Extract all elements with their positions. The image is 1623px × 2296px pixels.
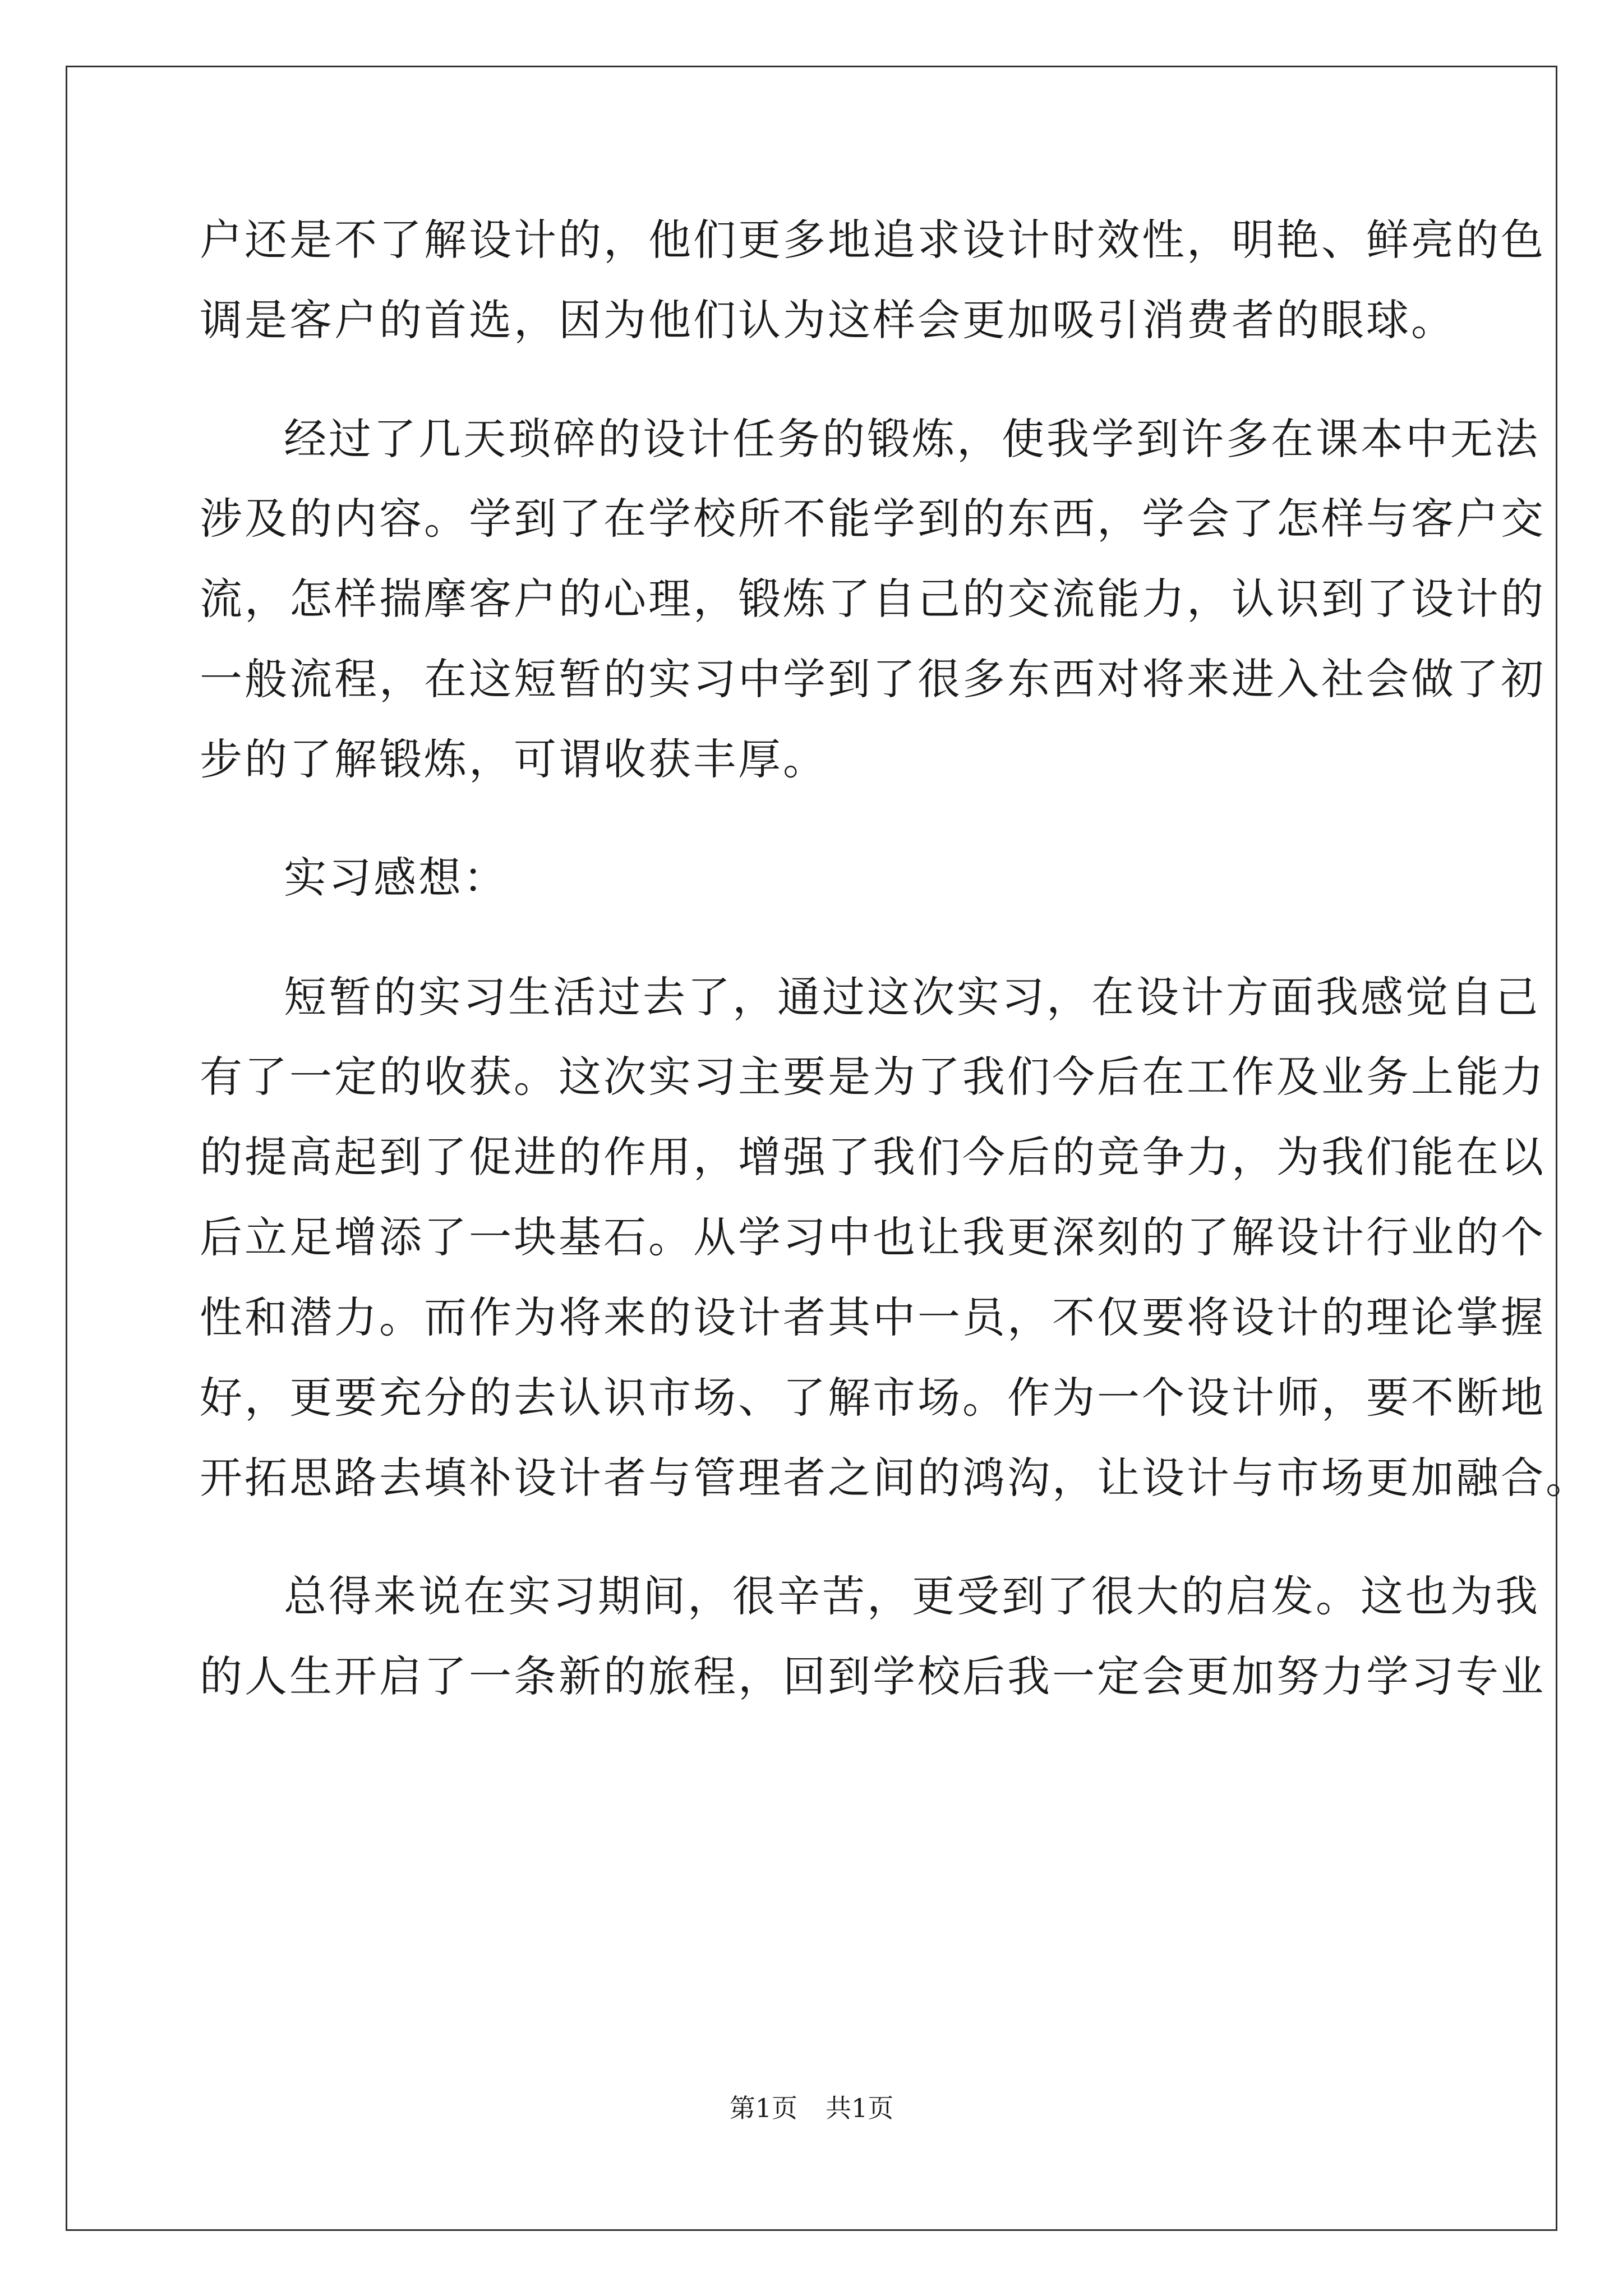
text-line: 开拓思路去填补设计者与管理者之间的鸿沟，让设计与市场更加融合。 <box>200 1453 1590 1503</box>
paragraph-first-line: 总得来说在实习期间，很辛苦，更受到了很大的启发。这也为我 <box>284 1571 1540 1621</box>
text-line: 有了一定的收获。这次实习主要是为了我们今后在工作及业务上能力 <box>200 1052 1546 1102</box>
text-line: 的提高起到了促进的作用，增强了我们今后的竞争力，为我们能在以 <box>200 1132 1546 1182</box>
text-line: 好，更要充分的去认识市场、了解市场。作为一个设计师，要不断地 <box>200 1373 1546 1423</box>
section-heading: 实习感想： <box>284 853 508 903</box>
text-line: 调是客户的首选，因为他们认为这样会更加吸引消费者的眼球。 <box>200 295 1456 345</box>
page-number-total: 共1页 <box>826 2093 894 2123</box>
text-line: 后立足增添了一块基石。从学习中也让我更深刻的了解设计行业的个 <box>200 1212 1546 1262</box>
paragraph-first-line: 短暂的实习生活过去了，通过这次实习，在设计方面我感觉自己 <box>284 972 1540 1022</box>
text-line: 步的了解锻炼，可谓收获丰厚。 <box>200 734 828 784</box>
text-line: 的人生开启了一条新的旅程，回到学校后我一定会更加努力学习专业 <box>200 1651 1546 1701</box>
text-line: 流，怎样揣摩客户的心理，锻炼了自己的交流能力，认识到了设计的 <box>200 574 1546 624</box>
page-footer <box>0 2091 1623 2125</box>
text-line: 户还是不了解设计的，他们更多地追求设计时效性，明艳、鲜亮的色 <box>200 215 1546 265</box>
page-number-current: 第1页 <box>729 2093 797 2123</box>
paragraph-first-line: 经过了几天琐碎的设计任务的锻炼，使我学到许多在课本中无法 <box>284 414 1540 464</box>
text-line: 性和潜力。而作为将来的设计者其中一员，不仅要将设计的理论掌握 <box>200 1292 1546 1342</box>
text-line: 涉及的内容。学到了在学校所不能学到的东西，学会了怎样与客户交 <box>200 494 1546 544</box>
text-line: 一般流程，在这短暂的实习中学到了很多东西对将来进入社会做了初 <box>200 654 1546 704</box>
